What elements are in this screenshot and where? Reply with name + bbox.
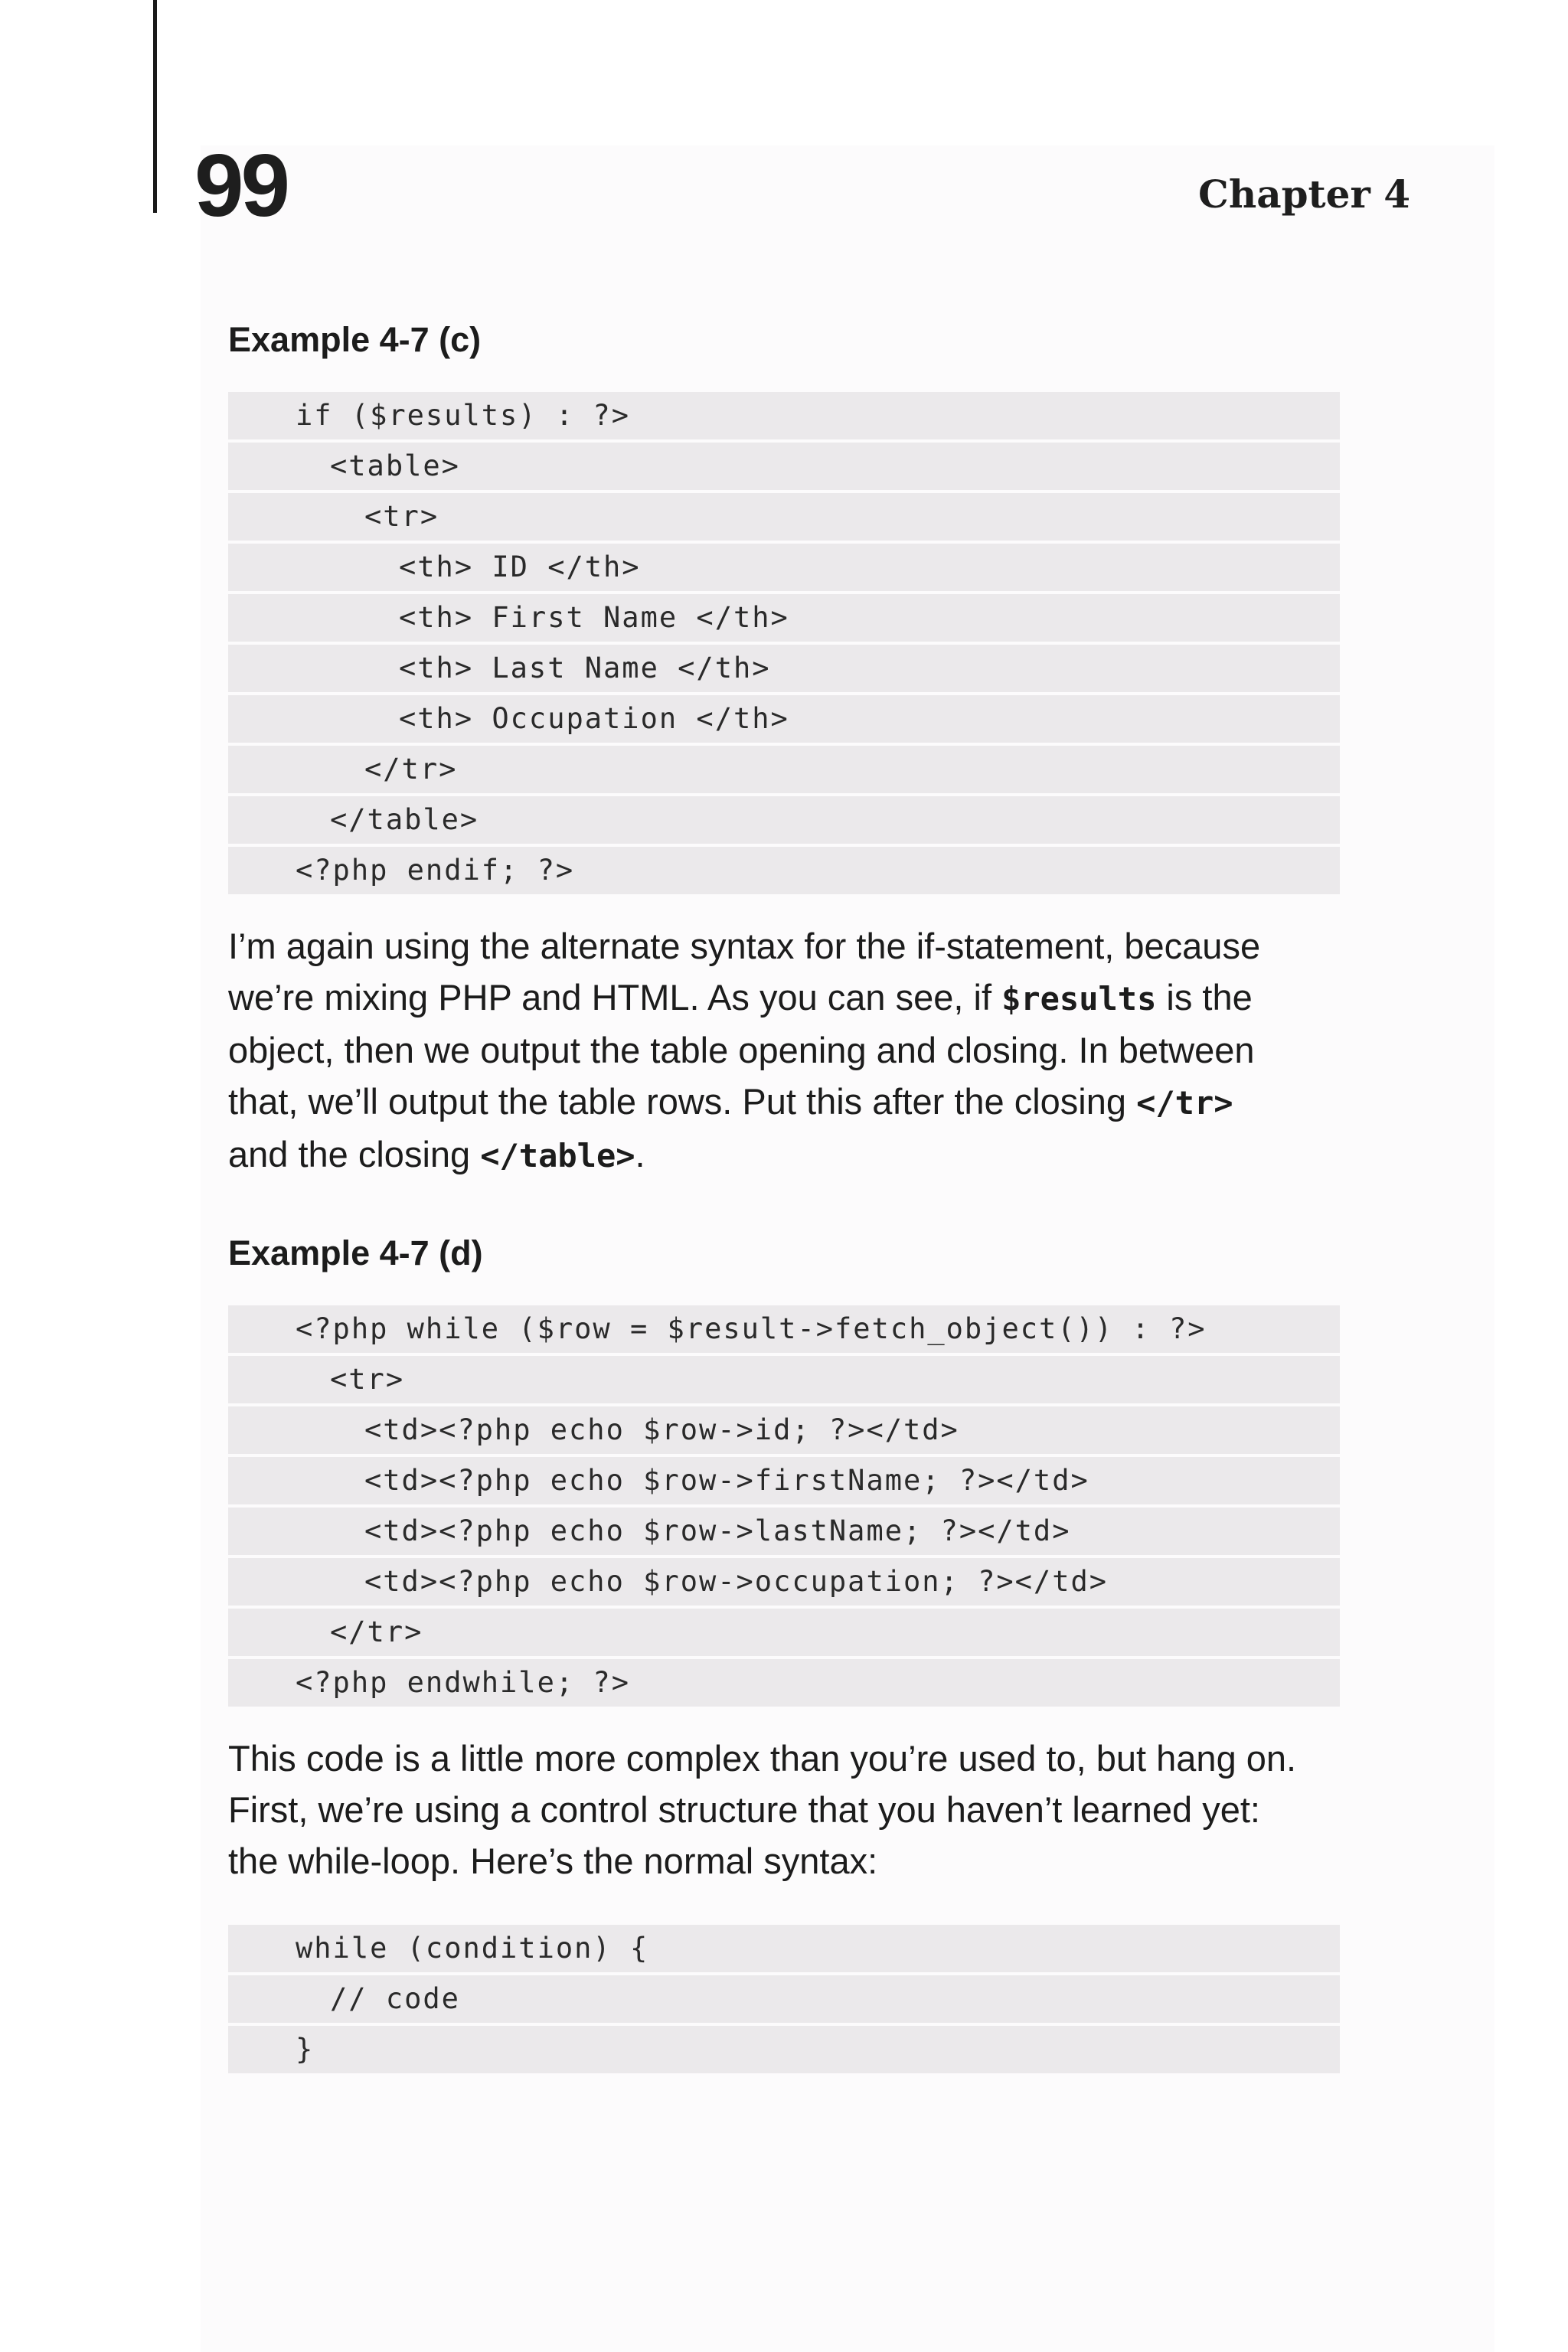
- text: is the: [1156, 977, 1253, 1018]
- code-line: </table>: [228, 796, 1340, 844]
- text-line: [228, 1024, 1340, 1076]
- page-number: 99: [194, 136, 288, 235]
- code-line: <th> First Name </th>: [228, 594, 1340, 642]
- code-line: // code: [228, 1975, 1340, 2023]
- code-line: if ($results) : ?>: [228, 392, 1340, 439]
- code-line: <td><?php echo $row->lastName; ?></td>: [228, 1508, 1340, 1555]
- example-c-title: Example 4-7 (c): [228, 320, 482, 359]
- example-d-code-block: [228, 1305, 1340, 1707]
- paragraph-while-loop: [228, 1733, 1340, 1886]
- chapter-heading: Chapter 4: [1198, 172, 1410, 217]
- code-line: <?php while ($row = $result->fetch_object()) : ?>: [228, 1305, 1340, 1353]
- inline-code: $results: [1001, 980, 1157, 1018]
- text-line: [228, 1076, 1340, 1129]
- code-line: <td><?php echo $row->occupation; ?></td>: [228, 1558, 1340, 1606]
- code-line: <tr>: [228, 1356, 1340, 1403]
- text-line: [228, 920, 1340, 972]
- text-line: the while-loop. Here’s the normal syntax:: [228, 1841, 878, 1881]
- code-line: <th> ID </th>: [228, 544, 1340, 591]
- text-line: [228, 972, 1340, 1024]
- text: I’m again using the alternate syntax for the if-statement, because: [228, 926, 1261, 966]
- text-line: [228, 1129, 1340, 1181]
- code-line: <td><?php echo $row->firstName; ?></td>: [228, 1457, 1340, 1504]
- inline-code: </table>: [480, 1137, 635, 1174]
- while-syntax-code-block: [228, 1925, 1340, 2073]
- page-content: [228, 306, 1340, 2099]
- example-d-title: Example 4-7 (d): [228, 1233, 483, 1272]
- code-line: }: [228, 2026, 1340, 2073]
- text-line: This code is a little more complex than you’re used to, but hang on.: [228, 1738, 1297, 1779]
- text: we’re mixing PHP and HTML. As you can see, if: [228, 977, 1002, 1018]
- code-line: <?php endwhile; ?>: [228, 1659, 1340, 1707]
- code-line: <?php endif; ?>: [228, 847, 1340, 894]
- text: and the closing: [228, 1134, 481, 1174]
- code-line: </tr>: [228, 746, 1340, 793]
- text: that, we’ll output the table rows. Put this after the closing: [228, 1081, 1137, 1122]
- code-line: <td><?php echo $row->id; ?></td>: [228, 1406, 1340, 1454]
- text: object, then we output the table opening and closing. In between: [228, 1030, 1255, 1070]
- code-line: <th> Last Name </th>: [228, 645, 1340, 692]
- text: .: [635, 1134, 645, 1174]
- code-line: while (condition) {: [228, 1925, 1340, 1972]
- code-line: <table>: [228, 443, 1340, 490]
- inline-code: </tr>: [1136, 1084, 1233, 1122]
- paragraph-alternate-syntax: [228, 920, 1340, 1181]
- code-line: </tr>: [228, 1609, 1340, 1656]
- code-line: <th> Occupation </th>: [228, 695, 1340, 743]
- text-line: First, we’re using a control structure that you haven’t learned yet:: [228, 1789, 1260, 1830]
- margin-rule: [153, 0, 157, 213]
- example-c-code-block: [228, 392, 1340, 894]
- code-line: <tr>: [228, 493, 1340, 541]
